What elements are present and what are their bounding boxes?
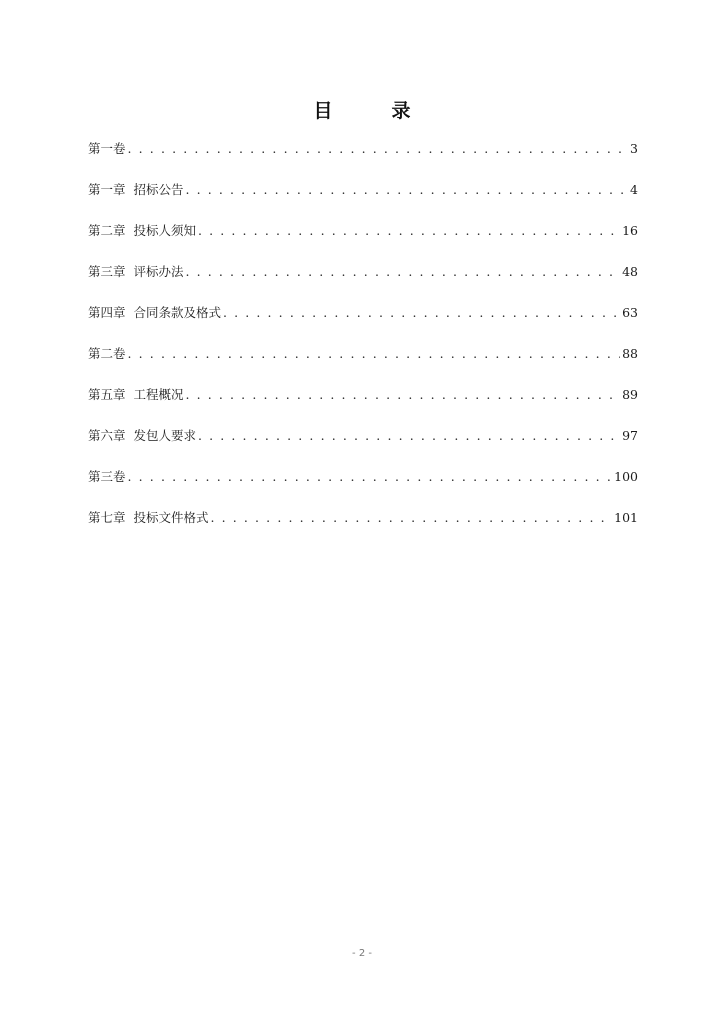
toc-entry[interactable]	[88, 137, 638, 178]
toc-entry-label: 第四章 合同条款及格式	[88, 305, 221, 320]
toc-entry[interactable]	[88, 383, 638, 424]
toc-entry-label: 第二卷	[88, 346, 126, 361]
toc-entry-page: 100	[614, 469, 638, 484]
toc-entry[interactable]	[88, 342, 638, 383]
toc-entry-label: 第五章 工程概况	[88, 387, 184, 402]
toc-entry-label: 第六章 发包人要求	[88, 428, 196, 443]
toc-entry-page: 4	[630, 182, 638, 197]
toc-entry-label: 第七章 投标文件格式	[88, 510, 209, 525]
toc-dot-leader	[185, 178, 628, 202]
toc-entry[interactable]	[88, 465, 638, 506]
toc-title: 目 录	[313, 100, 431, 122]
toc-entry-page: 101	[614, 510, 638, 525]
toc-entry-page: 3	[630, 141, 638, 156]
toc-entry-page: 97	[622, 428, 638, 443]
toc-entry-page: 16	[622, 223, 638, 238]
toc-entry-page: 89	[622, 387, 638, 402]
toc-entry-label: 第一卷	[88, 141, 126, 156]
toc-entry-page: 63	[622, 305, 638, 320]
toc-list	[88, 137, 638, 547]
toc-entry-label: 第二章 投标人须知	[88, 223, 196, 238]
toc-entry-page: 88	[622, 346, 638, 361]
toc-dot-leader	[210, 506, 612, 530]
toc-entry[interactable]	[88, 178, 638, 219]
page-number: - 2 -	[352, 948, 372, 959]
toc-dot-leader	[198, 219, 620, 243]
toc-dot-leader	[185, 260, 620, 284]
toc-entry-label: 第一章 招标公告	[88, 182, 184, 197]
toc-dot-leader	[198, 424, 620, 448]
toc-entry[interactable]	[88, 506, 638, 547]
toc-entry[interactable]	[88, 219, 638, 260]
toc-dot-leader	[128, 465, 613, 489]
toc-dot-leader	[128, 342, 621, 366]
toc-dot-leader	[185, 383, 620, 407]
toc-entry-page: 48	[622, 264, 638, 279]
toc-dot-leader	[128, 137, 629, 161]
toc-entry-label: 第三卷	[88, 469, 126, 484]
toc-entry[interactable]	[88, 260, 638, 301]
toc-entry-label: 第三章 评标办法	[88, 264, 184, 279]
toc-dot-leader	[223, 301, 620, 325]
toc-entry[interactable]	[88, 301, 638, 342]
toc-entry[interactable]	[88, 424, 638, 465]
